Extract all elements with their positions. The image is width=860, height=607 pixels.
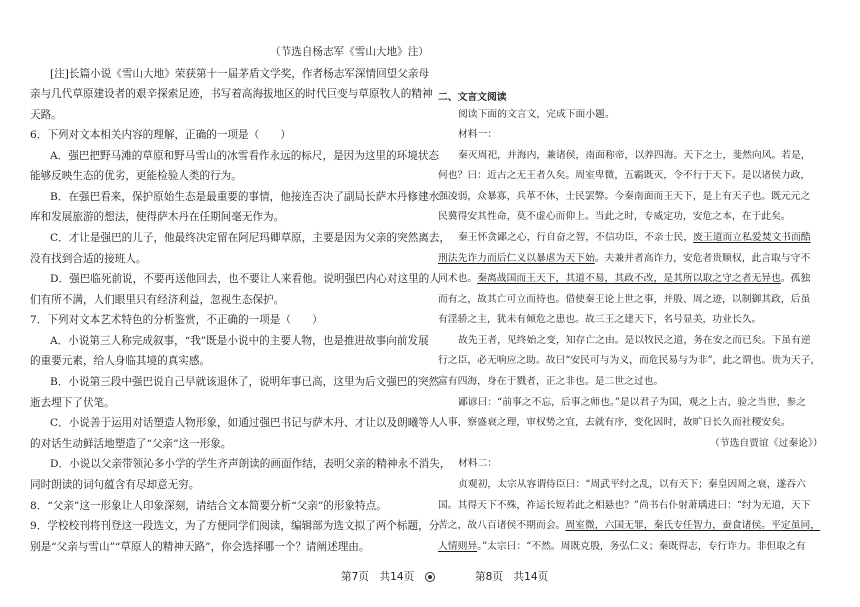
passage-text: 同术也。 <box>438 273 478 284</box>
q7-option-c: C．小说善于运用对话塑造人物形象，如通过强巴书记与萨木丹、才让以及朗曦等人 <box>50 417 440 429</box>
q6-option-d-cont: 们有所不满，人们眼里只有经济利益，忽视生态保护。 <box>30 294 285 306</box>
passage-text: 。孤独 <box>780 273 811 284</box>
underlined-sentence: 秦离战国而王天下，其道不易，其政不改，是其所以取之守之者无异也 <box>477 273 781 284</box>
q6-option-a-cont: 能够反映生态的优劣，更能检验人类的行为。 <box>30 170 242 182</box>
q7-option-c-cont: 的对话生动鲜活地塑造了“父亲”这一形象。 <box>30 438 232 450</box>
passage-line <box>438 540 806 554</box>
q6-option-c-cont: 没有找到合适的接班人。 <box>30 253 147 265</box>
question-8: 8．“父亲”这一形象让人印象深刻，请结合文本简要分析“父亲”的形象特点。 <box>30 500 387 512</box>
passage-line <box>458 231 811 245</box>
passage-line: 何也？曰：近古之无王者久矣。周室卑微，五霸既灭，令不行于天下。是以诸侯力政， <box>438 170 811 181</box>
material-1-label: 材料一： <box>458 129 498 140</box>
passage-line: 人事，察盛衰之理，审权势之宜，去就有序，变化因时，故旷日长久而社稷安矣。 <box>438 417 791 428</box>
q7-option-d-cont: 同时朗读的词句蕴含有尽却意无穷。 <box>30 479 200 491</box>
page-separator-icon <box>425 572 435 582</box>
underlined-sentence: 刑法先诈力而后仁义以暴虐为天下始 <box>438 253 595 264</box>
underlined-sentence: 废王道而立私爱焚文书而酷 <box>693 232 811 243</box>
material-2-label: 材料二： <box>458 458 498 469</box>
passage-line: 国。其得天下不殊，祚运长短若此之相悬也？”尚书右仆射萧瑀进曰：“纣为无道，天下 <box>438 500 811 511</box>
question-9-cont: 别是“父亲与雪山”“草原人的精神天路”，你会选择哪一个？请阐述理由。 <box>30 541 370 553</box>
question-6-stem: 6．下列对文本相关内容的理解，正确的一项是（ ） <box>30 129 291 141</box>
passage-line <box>438 519 820 533</box>
passage-line <box>438 252 810 266</box>
q7-option-a: A．小说第三人称完成叙事，“我”既是小说中的主要人物，也是推进故事向前发展 <box>50 335 429 347</box>
note-line: [注]长篇小说《雪山大地》荣获第十一届茅盾文学奖，作者杨志军深情回望父亲母 <box>50 68 430 80</box>
section-title: 二、文言文阅读 <box>438 92 507 103</box>
passage-text: 。夫兼并者高诈力，安危者贵顺权，此言取与守不 <box>594 253 811 264</box>
passage-line: 秦灭周祀，并海内，兼诸侯，南面称帝，以养四海。天下之士，斐然向风。若是， <box>458 150 811 161</box>
q7-option-d: D．小说以父亲带领沁多小学的学生齐声朗读的画面作结，表明父亲的精神永不消失， <box>50 458 451 470</box>
passage-text: 苦之，故八百诸侯不期而会。 <box>438 520 566 531</box>
q6-option-b: B．在强巴看来，保护原始生态是最重要的事情，他接连否决了副局长萨木丹修建水 <box>50 191 440 203</box>
source-citation-1: （节选自贾谊《过秦论》） <box>710 438 823 449</box>
underlined-sentence: 人情则异 <box>438 541 478 552</box>
passage-line: 贞观初，太宗从容谓侍臣曰：“周武平纣之乱，以有天下；秦皇因周之衰，遂吞六 <box>458 479 806 490</box>
q7-option-b-cont: 逝去埋下了伏笔。 <box>30 397 115 409</box>
q7-option-b: B．小说第三段中强巴说自己早就该退休了，说明年事已高，这里为后文强巴的突然 <box>50 376 440 388</box>
passage-line: 民冀得安其性命，莫不虚心而仰上。当此之时，专威定功，安危之本，在于此矣。 <box>438 211 791 222</box>
passage-line: 富有四海，身在于戮者，正之非也。是二世之过也。 <box>438 376 664 387</box>
passage-line: 行之臣，必无响应之助。故曰“安民可与为义，而危民易与为非”，此之谓也。贵为天子， <box>438 355 821 366</box>
underlined-sentence: 周室微，六国无罪，秦氏专任智力，蚕食诸侯。平定虽同， <box>565 520 821 531</box>
passage-line: 而有之，故其亡可立而待也。借使秦王论上世之事，并殷、周之迹，以制御其政，后虽 <box>438 294 811 305</box>
passage-text: 。”太宗曰：“不然。周既克殷，务弘仁义；秦既得志，专行诈力。非但取之有 <box>477 541 806 552</box>
q6-option-a: A．强巴把野马滩的草原和野马雪山的冰雪看作永远的标尺，是因为这里的环境状态 <box>50 150 440 162</box>
source-citation: （节选自杨志军《雪山大地》注） <box>270 46 429 58</box>
question-9: 9．学校校刊将刊登这一段选文，为了方便同学们阅读，编辑部为选文拟了两个标题，分 <box>30 520 440 532</box>
passage-text: 秦王怀贪鄙之心，行自奋之智，不信功臣，不亲士民， <box>458 232 694 243</box>
note-line: 天路。 <box>30 109 62 121</box>
q6-option-b-cont: 库和发展旅游的想法，使得萨木丹在任期间毫无作为。 <box>30 211 285 223</box>
passage-line: 故先王者，见终始之变，知存亡之由。是以牧民之道，务在安之而已矣。下虽有逆 <box>458 335 811 346</box>
passage-line <box>438 272 810 286</box>
q6-option-c: C．才让是强巴的儿子，他最终决定留在阿尼玛卿草原，主要是因为父亲的突然离去， <box>50 232 451 244</box>
passage-line: 强凌弱，众暴寡，兵革不休，士民罢弊。今秦南面而王天下，是上有天子也。既元元之 <box>438 191 811 202</box>
q7-option-a-cont: 的重要元素，给人身临其境的真实感。 <box>30 355 211 367</box>
q6-option-d: D．强巴临死前说，不要再送他回去，也不要让人来看他。说明强巴内心对这里的人 <box>50 273 440 285</box>
passage-line: 有淫骄之主，犹未有倾危之患也。故三王之建天下，名号显美，功业长久。 <box>438 314 762 325</box>
note-line: 亲与几代草原建设者的艰辛探索足迹，书写着高海拔地区的时代巨变与草原牧人的精神 <box>30 88 433 100</box>
section-intro: 阅读下面的文言文，完成下面小题。 <box>458 109 615 120</box>
question-7-stem: 7．下列对文本艺术特色的分析鉴赏，不正确的一项是（ ） <box>30 314 323 326</box>
page-number-right: 第8页 共14页 <box>475 571 549 583</box>
passage-line: 鄙谚曰：“前事之不忘，后事之师也。”是以君子为国，观之上古，验之当世，参之 <box>458 397 807 408</box>
page-number-left: 第7页 共14页 <box>341 571 415 583</box>
